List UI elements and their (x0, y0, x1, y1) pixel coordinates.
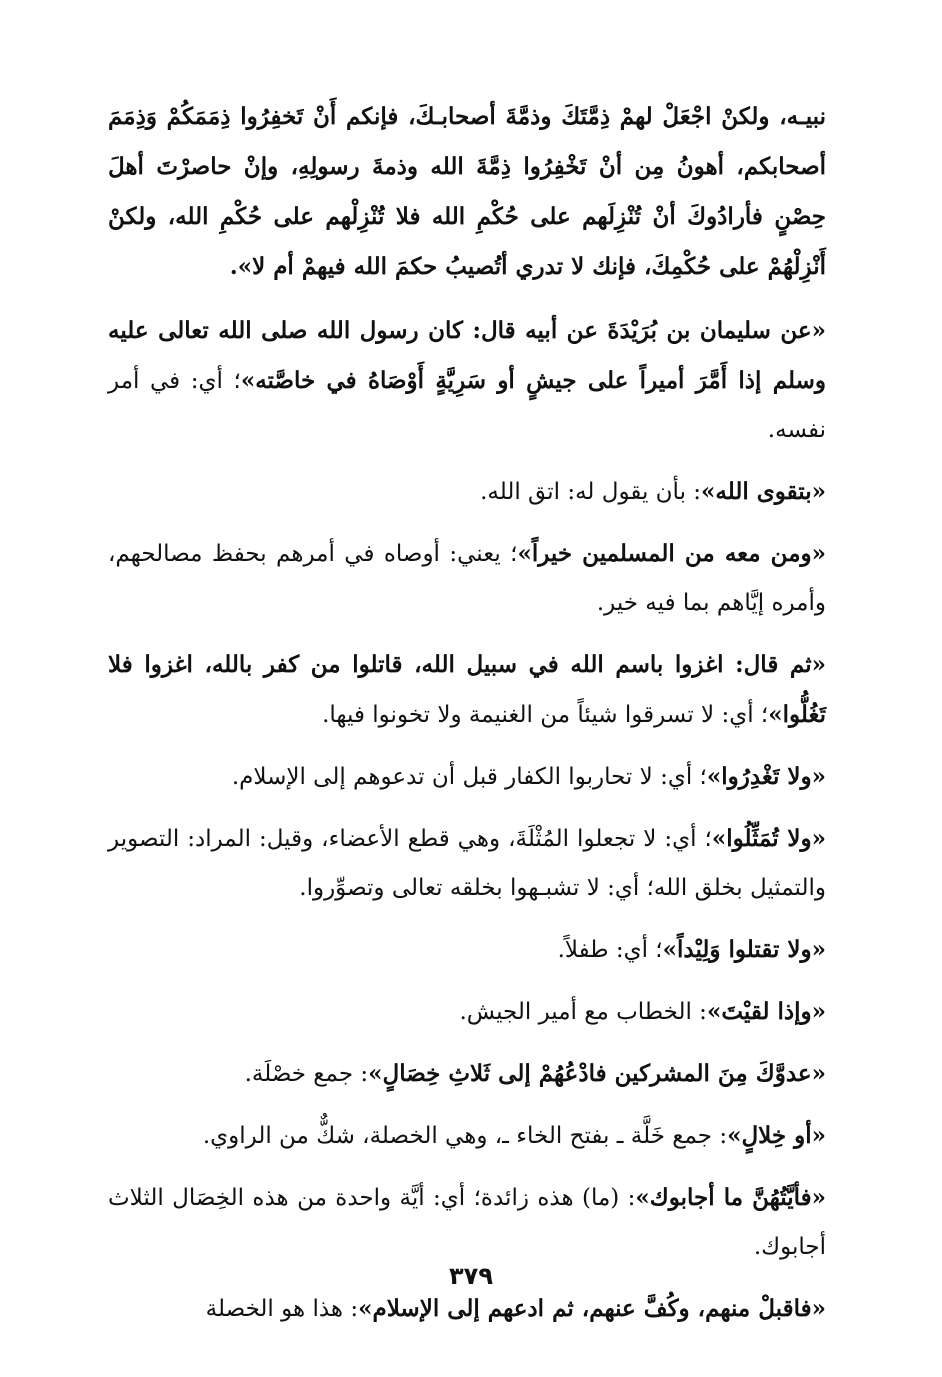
paragraph-11 (108, 1111, 826, 1161)
page-body (108, 92, 826, 1346)
paragraph-10 (108, 1049, 826, 1099)
paragraph-12 (108, 1173, 826, 1272)
paragraph-2 (108, 306, 826, 455)
paragraph-3 (108, 467, 826, 517)
commentary: ؛ يعني: أوصاه في أمرهم بحفظ مصالحهم، وأمره إيَّاهم بما فيه خير. (108, 541, 826, 616)
paragraph-1-text: نبيـه، ولكنْ اجْعَلْ لهمْ ذِمَّتَكَ وذمَّةَ أصحابـكَ، فإنكم أَنْ تَخفِرُوا ذِمَمَكُمْ وَذِمَمَ أصحابكم، أهونُ مِن أنْ تَخْفِرُوا ذِمَّةَ الله وذمةَ رسولِهِ، وإنْ حاصرْتَ أهلَ حِصْنٍ فأرادُوكَ أنْ تُنْزِلَهم على حُكْمِ الله فلا تُنْزِلْهم على حُكْمِ الله، ولكنْ أَنْزِلْهُمْ على حُكْمِكَ، فإنك لا تدري أتُصيبُ حكمَ الله فيهمْ أم لا». (108, 103, 826, 280)
hadith-quote: «عن سليمان بن بُرَيْدَةَ عن أبيه قال: كان رسول الله صلى الله تعالى عليه وسلم إذا أَمَّرَ أميراً على جيشٍ أو سَرِيَّةٍ أَوْصَاهُ في خاصَّته» (108, 317, 827, 394)
paragraph-9 (108, 987, 826, 1037)
commentary: ؛ أي: في أمر نفسه. (108, 368, 826, 443)
commentary: ؛ أي: طفلاً. (557, 937, 663, 963)
commentary: : جمع خَلَّة ـ بفتح الخاء ـ، وهي الخصلة، شكٌّ من الراوي. (202, 1123, 728, 1149)
paragraph-1 (108, 92, 826, 292)
hadith-quote: «ومن معه من المسلمين خيراً» (517, 540, 826, 567)
paragraph-13 (108, 1284, 826, 1334)
commentary: : جمع خصْلَة. (244, 1061, 369, 1087)
hadith-quote: «ثم قال: اغزوا باسم الله في سبيل الله، قاتلوا من كفر بالله، اغزوا فلا تَغُلُّوا» (108, 651, 826, 728)
commentary: : هذا هو الخصلة (205, 1296, 359, 1322)
hadith-quote: «ولا تقتلوا وَلِيْداً» (662, 936, 826, 963)
hadith-quote: «ولا تُمَثِّلُوا» (711, 825, 826, 852)
commentary: : بأن يقول له: اتق الله. (480, 479, 702, 505)
commentary: ؛ أي: لا تجعلوا المُثْلَةَ، وهي قطع الأعضاء، وقيل: المراد: التصوير والتمثيل بخلق الله؛ أي: لا تشبـهوا بخلقه تعالى وتصوِّروا. (108, 826, 826, 901)
hadith-quote: «وإذا لقيْتَ» (706, 998, 826, 1025)
hadith-quote: «أو خِلالٍ» (727, 1122, 826, 1149)
paragraph-7 (108, 814, 826, 913)
hadith-quote: «فأيَّتُهُنَّ ما أجابوك» (635, 1184, 827, 1211)
paragraph-8 (108, 925, 826, 975)
hadith-quote: «فاقبلْ منهم، وكُفَّ عنهم، ثم ادعهم إلى الإسلام» (358, 1295, 826, 1322)
commentary: ؛ أي: لا تحاربوا الكفار قبل أن تدعوهم إلى الإسلام. (231, 764, 707, 790)
paragraph-5 (108, 640, 826, 740)
commentary: : (ما) هذه زائدة؛ أي: أيَّة واحدة من هذه الخِصَال الثلاث أجابوك. (108, 1185, 826, 1260)
paragraph-4 (108, 529, 826, 628)
page-number: ٣٧٩ (449, 1262, 493, 1290)
hadith-quote: «بتقوى الله» (701, 478, 826, 505)
hadith-quote: «عدوَّكَ مِنَ المشركين فادْعُهُمْ إلى ثَلاثِ خِصَالٍ» (368, 1060, 826, 1087)
commentary: ؛ أي: لا تسرقوا شيئاً من الغنيمة ولا تخونوا فيها. (322, 702, 769, 728)
paragraph-6 (108, 752, 826, 802)
hadith-quote: «ولا تَغْدِرُوا» (706, 763, 826, 790)
commentary: : الخطاب مع أمير الجيش. (459, 999, 707, 1025)
